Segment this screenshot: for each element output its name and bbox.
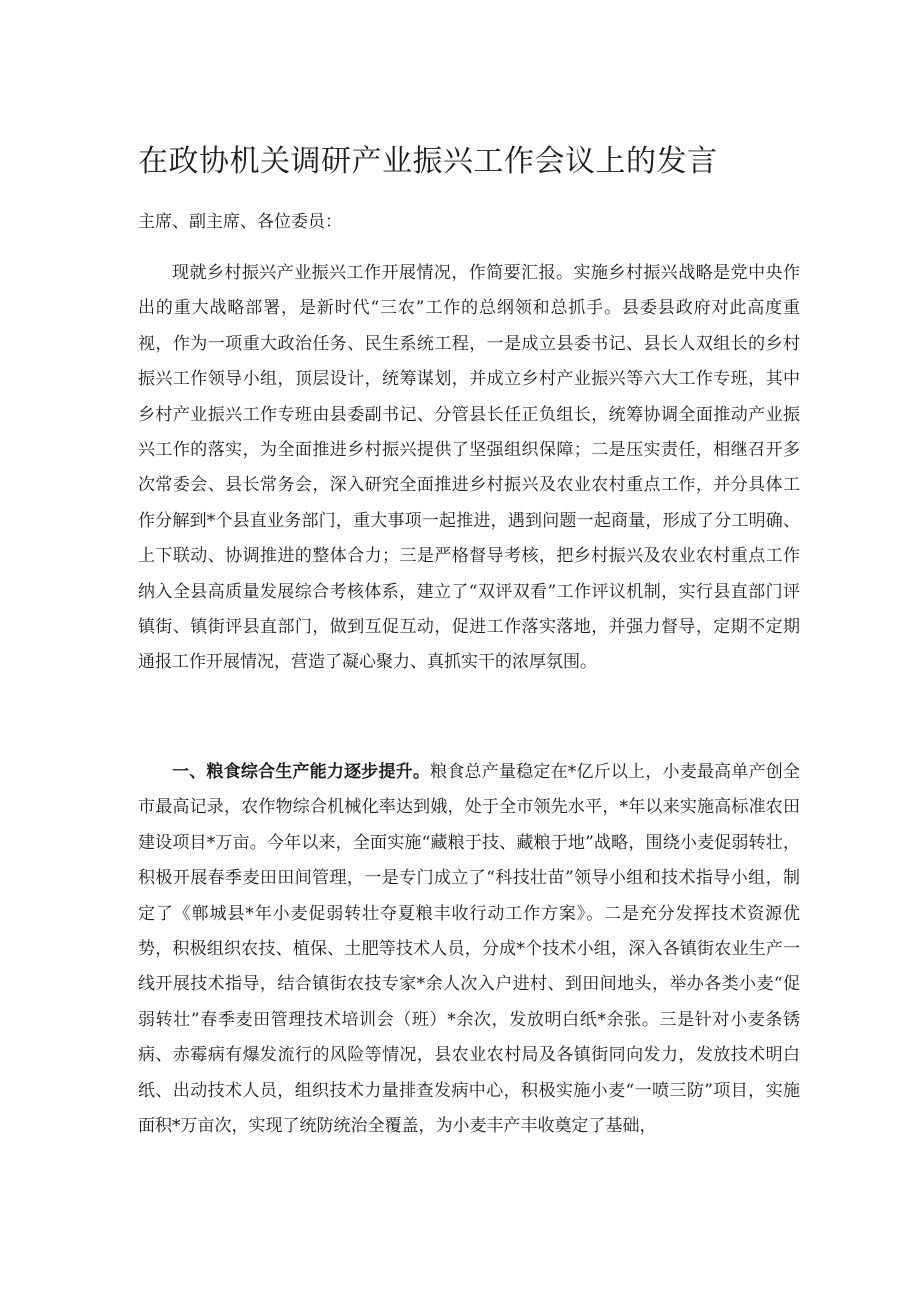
document-title: 在政协机关调研产业振兴工作会议上的发言 — [138, 144, 718, 179]
section-one-body: 粮食总产量稳定在*亿斤以上，小麦最高单产创全市最高记录，农作物综合机械化率达到娥，处于全市领先水平，*年以来实施高标准农田建设项目*万亩。今年以来，全面实施“藏粮于技、藏粮于地”战略，围绕小麦促弱转壮，积极开展春季麦田田间管理，一是专门成立了“科技壮苗”领导小组和技术指导小组，制定了《郸城县*年小麦促弱转壮夺夏粮丰收行动工作方案》。二是充分发挥技术资源优势，积极组织农技、植保、土肥等技术人员，分成*个技术小组，深入各镇街农业生产一线开展技术指导，结合镇街农技专家*余人次入户进村、到田间地头，举办各类小麦“促弱转壮”春季麦田管理技术培训会（班）*余次，发放明白纸*余张。三是针对小麦条锈病、赤霉病有爆发流行的风险等情况，县农业农村局及各镇街同向发力，发放技术明白纸、出动技术人员，组织技术力量排查发病中心，积极实施小麦“一喷三防”项目，实施面积*万亩次，实现了统防统治全覆盖，为小麦丰产丰收奠定了基础， — [138, 762, 800, 1137]
section-one-heading: 一、粮食综合生产能力逐步提升。 — [172, 762, 431, 782]
intro-paragraph: 现就乡村振兴产业振兴工作开展情况，作简要汇报。实施乡村振兴战略是党中央作出的重大战略部署，是新时代“三农”工作的总纲领和总抓手。县委县政府对此高度重视，作为一项重大政治任务、民生系统工程，一是成立县委书记、县长人双组长的乡村振兴工作领导小组，顶层设计，统筹谋划，并成立乡村产业振兴等六大工作专班，其中乡村产业振兴工作专班由县委副书记、分管县长任正负组长，统筹协调全面推动产业振兴工作的落实，为全面推进乡村振兴提供了坚强组织保障；二是压实责任，相继召开多次常委会、县长常务会，深入研究全面推进乡村振兴及农业农村重点工作，并分具体工作分解到*个县直业务部门，重大事项一起推进，遇到问题一起商量，形成了分工明确、上下联动、协调推进的整体合力；三是严格督导考核，把乡村振兴及农业农村重点工作纳入全县高质量发展综合考核体系，建立了“双评双看”工作评议机制，实行县直部门评镇街、镇街评县直部门，做到互促互动，促进工作落实落地，并强力督导，定期不定期通报工作开展情况，营造了凝心聚力、真抓实干的浓厚氛围。 — [138, 263, 800, 673]
section-one-paragraph — [138, 755, 800, 1144]
salutation: 主席、副主席、各位委员： — [138, 212, 342, 232]
